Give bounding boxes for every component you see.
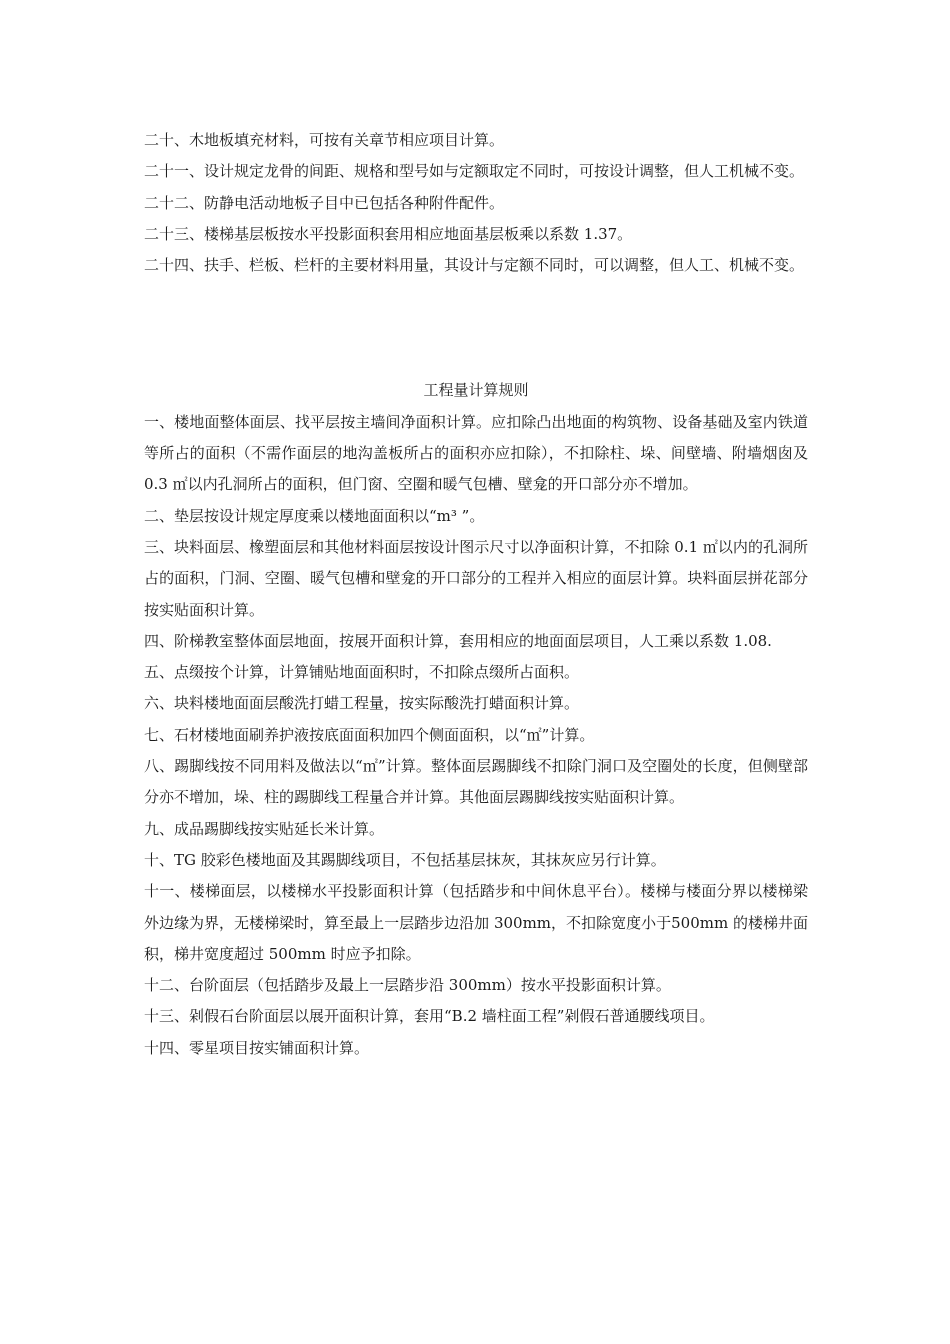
section-heading: 工程量计算规则 — [423, 381, 529, 400]
paragraph-21: 二十一、设计规定龙骨的间距、规格和型号如与定额取定不同时，可按设计调整，但人工机械不变。 — [144, 162, 805, 181]
paragraph-20: 二十、木地板填充材料，可按有关章节相应项目计算。 — [144, 131, 505, 149]
rule-5: 五、点缀按个计算，计算铺贴地面面积时，不扣除点缀所占面积。 — [144, 663, 580, 682]
paragraph-23: 二十三、楼梯基层板按水平投影面积套用相应地面基层板乘以系数 1.37。 — [144, 224, 633, 243]
rule-4: 四、阶梯教室整体面层地面，按展开面积计算，套用相应的地面面层项目，人工乘以系数 1.08. — [144, 631, 772, 650]
rule-3: 三、块料面层、橡塑面层和其他材料面层按设计图示尺寸以净面积计算，不扣除 0.1 ㎡以内的孔洞所占的面积，门洞、空圈、暖气包槽和壁龛的开口部分的工程并入相应的面层计算。块料面层拼花部分按实贴面积计算。 — [144, 537, 808, 619]
document-body — [144, 125, 808, 1064]
rule-2: 二、垫层按设计规定厚度乘以楼地面面积以“m³ ”。 — [144, 506, 485, 525]
rule-7: 七、石材楼地面刷养护液按底面面积加四个侧面面积，以“㎡”计算。 — [144, 725, 595, 744]
rule-1: 一、楼地面整体面层、找平层按主墙间净面积计算。应扣除凸出地面的构筑物、设备基础及室内铁道等所占的面积（不需作面层的地沟盖板所占的面积亦应扣除），不扣除柱、垛、间壁墙、附墙烟囱及 0.3 ㎡以内孔洞所占的面积，但门窗、空圈和暖气包槽、壁龛的开口部分亦不增加。 — [144, 412, 808, 494]
rule-11: 十一、楼梯面层，以楼梯水平投影面积计算（包括踏步和中间休息平台）。楼梯与楼面分界以楼梯梁外边缘为界，无楼梯梁时，算至最上一层踏步边沿加 300mm，不扣除宽度小于500mm 的楼梯井面积，梯井宽度超过 500mm 时应予扣除。 — [144, 882, 808, 963]
rule-13: 十三、剁假石台阶面层以展开面积计算，套用“B.2 墙柱面工程”剁假石普通腰线项目。 — [144, 1007, 715, 1026]
paragraph-22: 二十二、防静电活动地板子目中已包括各种附件配件。 — [144, 193, 505, 212]
paragraph-24: 二十四、扶手、栏板、栏杆的主要材料用量，其设计与定额不同时，可以调整，但人工、机械不变。 — [144, 256, 805, 275]
section-spacer — [144, 281, 808, 375]
rule-6: 六、块料楼地面面层酸洗打蜡工程量，按实际酸洗打蜡面积计算。 — [144, 694, 580, 713]
rule-14: 十四、零星项目按实铺面积计算。 — [144, 1038, 370, 1057]
rule-8: 八、踢脚线按不同用料及做法以“㎡”计算。整体面层踢脚线不扣除门洞口及空圈处的长度，但侧壁部分亦不增加，垛、柱的踢脚线工程量合并计算。其他面层踢脚线按实贴面积计算。 — [144, 757, 808, 807]
rule-12: 十二、台阶面层（包括踏步及最上一层踏步沿 300mm）按水平投影面积计算。 — [144, 976, 671, 995]
rule-10: 十、TG 胶彩色楼地面及其踢脚线项目，不包括基层抹灰，其抹灰应另行计算。 — [144, 850, 666, 869]
rule-9: 九、成品踢脚线按实贴延长米计算。 — [144, 819, 385, 838]
